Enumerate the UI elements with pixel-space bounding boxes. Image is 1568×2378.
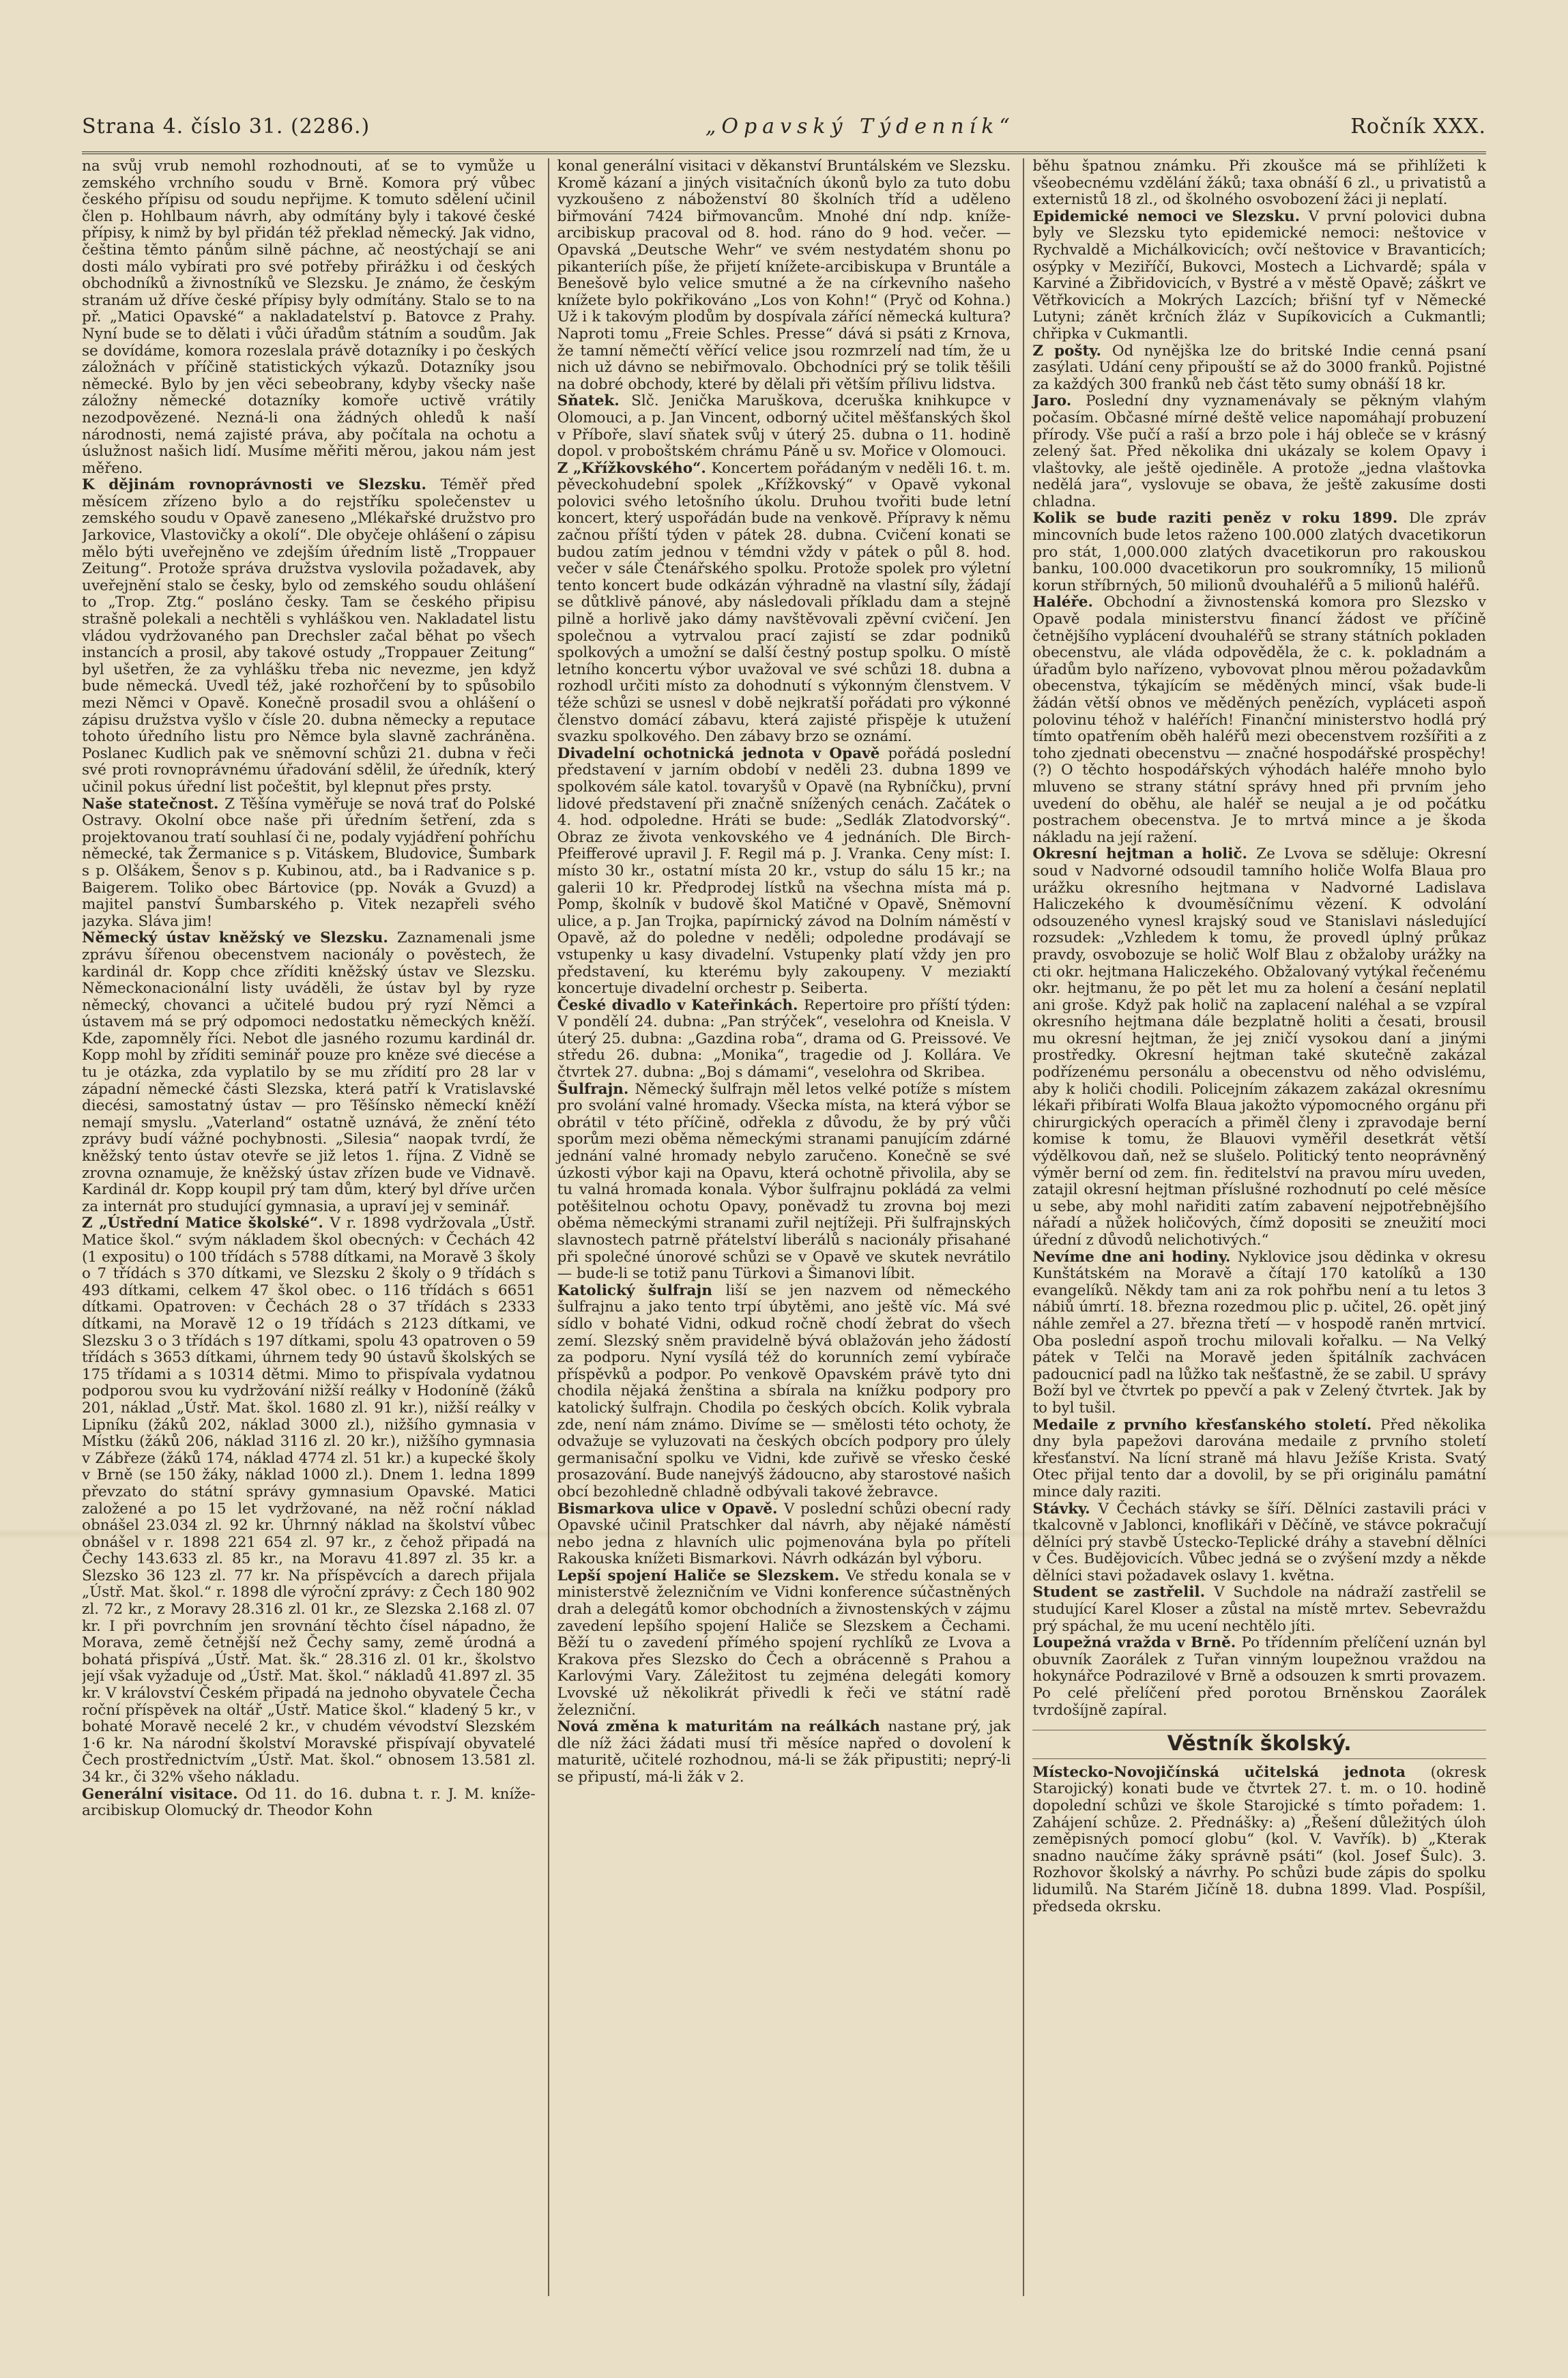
article-text: Ze Lvova se sděluje: Okresní soud v Nadvorné odsoudil tamního holiče Wolfa Blaua pro urážku okresního hejtmana v Nadvorné Ladislava Haliczekého k dvouměsíčnímu vězení. K odvolání odsouzeného vynesl krajský soud ve Stanislavi následující rozsudek: „Vzhledem k tomu, že provedl úplný průkaz pravdy, osvobozuje se holič Wolf Blau z obžaloby urážky na cti okr. hejtmana Haliczekého. Obžalovaný vytýkal řečenému okr. hejtmanu, že po pět let mu za holení a česání neplatil ani groše. Když pak holič na zaplacení naléhal a se vzpíral okresního hejtmana dále bezplatně holiti a česati, brousil mu okresní hejtman, že jej zničí vysokou daní a jinými prostředky. Okresní hejtman také skutečně zakázal podřízenému personálu a obecenstvu od něho odvislému, aby k holiči chodili. Policejním zákazem zakázal okresnímu lékaři přibírati Wolfa Blaua jakožto výpomocného orgánu při chirurgických operacích a přiměl členy i zpravodaje berní komise k tomu, že Blauovi vyměřil desetkrát větší výdělkovou daň, než se slušelo. Politický tento neoprávněný výměr berní od zem. fin. ředitelství na pravou míru uveden, zatajil okresní hejtman příslušné rozhodnutí po celé měsíce u sebe, aby mohl nařiditi zatím zabavení nejpotřebnějšího nářadí a nůžek holičových, čímž dopositi se zneužití moci úřední z důvodů nelichotivých.“ <box>1032 845 1487 1249</box>
article-text: Poslední dny vyznamenávaly se pěkným vlahým počasím. Občasné mírné deště velice napomáhají probuzení přírody. Vše pučí a raší a brzo pole i háj obleče se v krásný zelený šat. Před několika dni ukázaly se kolem Opavy i vlaštovky, ale ještě ojediněle. A protože „jedna vlaštovka nedělá jara“, vyslovuje se obava, že ještě zakusíme dosti chladna. <box>1032 392 1487 510</box>
page-header <box>82 102 1486 150</box>
article-heading: Loupežná vražda v Brně. <box>1032 1634 1242 1652</box>
article-heading: Nevíme dne ani hodiny. <box>1032 1248 1238 1266</box>
page-number-issue: Strana 4. číslo 31. (2286.) <box>82 114 371 139</box>
article <box>1032 1765 1486 1915</box>
article-text: běhu špatnou známku. Při zkoušce má se přihlížeti k všeobecnému vzdělání žáků; taxa obnáší 6 zl., u privatistů a externistů 18 zl., od školného osvobození žáci ji neplatí. <box>1032 158 1487 209</box>
article-text: Slč. Jenička Maruškova, dceruška knihkupce v Olomouci, a p. Jan Vincent, odborný učitel měšťanských škol v Příboře, slaví sňatek svůj v úterý 25. dubna o 11. hodině dopol. v proboštském chrámu Páně u sv. Mořice v Olomouci. <box>557 392 1011 461</box>
article-heading: Haléře. <box>1032 594 1104 611</box>
article-heading: Divadelní ochotnická jednota v Opavě <box>557 744 888 762</box>
article-text: V poslední schůzi obecní rady Opavské učinil Pratschker dal návrh, aby nějaké náměstí nebo jedna z hlavních ulic pojmenována byla po příteli Rakouska knížeti Bismarkovi. Návrh odkázán byl výboru. <box>557 1500 1011 1568</box>
header-rule <box>82 151 1486 154</box>
article-heading: Místecko-Novojičínská učitelská jednota <box>1032 1763 1431 1781</box>
article-heading: Nová změna k maturitám na reálkách <box>557 1718 888 1736</box>
article <box>1032 158 1486 209</box>
article-text: Ve středu konala se v ministerstvě železničním ve Vidni konference súčastněných drah a delegátů komor obchodních a živnostenských v zájmu zavedení lepšího spojení Haliče se Slezskem a Čechami. Běží tu o zavedení přímého spojení rychlíků ze Lvova a Krakova přes Slezsko do Čech a obrácenně s Prahou a Karlovými Vary. Záležitost tu zejména delegáti komory Lvovské už několikrát přivedli k řeči ve státní radě železniční. <box>557 1567 1011 1719</box>
article-heading: České divadlo v Kateřinkách. <box>557 996 804 1014</box>
column-3 <box>1023 158 1486 2296</box>
article-heading: Bismarkova ulice v Opavě. <box>557 1500 784 1518</box>
article <box>82 158 536 477</box>
article-heading: Kolik se bude raziti peněz v roku 1899. <box>1032 510 1409 527</box>
article <box>1032 846 1486 1249</box>
article-heading: Z pošty. <box>1032 342 1112 360</box>
article-heading: Jaro. <box>1032 392 1086 410</box>
article-text: Po třídenním přelíčení uznán byl obuvník Zaorálek z Tuřan vinným loupežnou vraždou na hokynářce Podrazilové v Brně a odsouzen k smrti provazem. Po celé přelíčení před porotou Brněnskou Zaorálek tvrdošíjně zapíral. <box>1032 1634 1487 1719</box>
article-text: Koncertem pořádaným v neděli 16. t. m. pěveckohudební spolek „Křížkovský“ v Opavě vykonal polovici svého letošního úkolu. Druhou tvořiti bude letní koncert, který uspořádán bude na venkově. Přípravy k němu začnou příští týden v pátek 28. dubna. Cvičení konati se budou zatím jednou v témdni vždy v pátek o půl 8. hod. večer v sále Čtenářského spolku. Protože spolek pro výletní tento koncert bude odkázán výhradně na vlastní síly, žádají se důtklivě pánové, aby následovali příkladu dam a stejně pilně a horlivě jako dámy navštěvovali zpěvní cvičení. Jen společnou a vytrvalou prací zajistí se zdar podniků spolkových a umožní se další čestný postup spolku. O místě letního koncertu výbor uvažoval ve své schůzi 18. dubna a rozhodl určiti místo za dohodnutí s výkonným členstvem. V téže schůzi se usnesl v době nejkratší pořádati pro výkonné členstvo domácí zábavu, která zajisté přispěje k utužení svazku spolkového. Den zábavy brzo se oznámí. <box>557 459 1011 746</box>
article-text: Před několika dny byla papežovi darována medaile z prvního století křesťanství. Na lícní straně má hlavu Ježíše Krista. Svatý Otec přijal tento dar a dovolil, by se při originálu památní mince daly raziti. <box>1032 1416 1487 1500</box>
article-heading: Generální visitace. <box>82 1785 246 1803</box>
article-text: V první polovici dubna byly ve Slezsku tyto epidemické nemoci: neštovice v Rychvaldě a Michálkovicích; ovčí neštovice v Bravanticích; osýpky v Meziříčí, Bukovci, Mostech a Lichvardě; spála v Karviné a Žibřidovicích, v Bystré a v městě Opavě; záškrt ve Větřkovicích a Mokrých Lazcích; břišní tyf v Německé Lutyni; zánět krčních žláz v Supíkovicích a Cukmantli; chřipka v Cukmantli. <box>1032 207 1487 343</box>
article <box>557 1082 1011 1283</box>
article <box>557 393 1011 460</box>
column-1 <box>82 158 536 2296</box>
article-text: konal generální visitaci v děkanství Bruntálském ve Slezsku. Kromě kázaní a jiných visitačních úkonů bylo za tuto dobu vyzkoušeno z náboženství 80 školních tříd a uděleno biřmování 7424 biřmovancům. Mnohé dní ndp. kníže-arcibiskup pracoval od 8. hod. ráno do 9 hod. večer. — Opavská „Deutsche Wehr“ ve svém nestydatém shonu po pikanteriích píše, že přijetí knížete-arcibiskupa v Bruntále a Benešově bylo velice smutné a že na církevního našeho knížete bylo pokřikováno „Los von Kohn!“ (Pryč od Kohna.) Už i k takovým plodům by dospívala zářící německá kultura? Naproti tomu „Freie Schles. Presse“ dává si psáti z Krnova, že tamní němečtí věřící velice jsou rozmrzelí nad tím, že u nich už dávno se nebiřmovalo. Obchodníci prý se tolik těšili na dobré obchody, které by dělali při větším přílivu lidstva. <box>557 158 1011 393</box>
article <box>557 1568 1011 1719</box>
article <box>557 1719 1011 1786</box>
article <box>557 461 1011 746</box>
school-bulletin-title: Věstník školský. <box>1032 1730 1486 1759</box>
article <box>1032 594 1486 846</box>
article-heading: Medaile z prvního křesťanského století. <box>1032 1416 1380 1434</box>
article-text: Od 11. do 16. dubna t. r. J. M. kníže-arcibiskup Olomucký dr. Theodor Kohn <box>82 1785 536 1820</box>
article <box>557 1501 1011 1568</box>
article-text: pořádá poslední představení v jarním období v neděli 23. dubna 1899 ve spolkovém sále katol. tovaryšů v Opavě (na Rybníčku), první lidové představení při značně snížených cenách. Začátek o 4. hod. odpoledne. Hráti se bude: „Sedlák Zlatodvorský“. Obraz ze života venkovského ve 4 jednáních. Dle Birch-Pfeifferové upravil J. F. Regil má p. J. Vranka. Ceny míst: I. místo 30 kr., ostatní místa 20 kr., vstup do sálu 15 kr.; na galerii 10 kr. Předprodej lístků na všechna místa má p. Pomp, školník v budově škol Matičné v Opavě, Sněmovní ulice, a p. Jan Trojka, papírnický závod na Dolním náměstí v Opavě, až do poledne v neděli; odpoledne prodávají se vstupenky u kasy divadelní. Vstupenky platí vždy jen pro představení, ku kterému byly zakoupeny. V meziaktí koncertuje divadelní orchestr p. Seiberta. <box>557 744 1011 998</box>
article-heading: Stávky. <box>1032 1500 1099 1518</box>
article-heading: Sňatek. <box>557 392 632 410</box>
article-heading: Epidemické nemoci ve Slezsku. <box>1032 207 1309 225</box>
article <box>1032 343 1486 394</box>
article <box>82 1215 536 1786</box>
article <box>1032 1635 1486 1719</box>
article-heading: Katolický šulfrajn <box>557 1281 726 1299</box>
article-heading: Z „Ústřední Matice školské“. <box>82 1215 330 1232</box>
column-2 <box>548 158 1011 2296</box>
article <box>82 1786 536 1820</box>
article <box>557 158 1011 393</box>
article-heading: Student se zastřelil. <box>1032 1584 1215 1601</box>
article-heading: Z „Křížkovského“. <box>557 459 712 477</box>
newspaper-title: „Opavský Týdenník“ <box>705 114 1015 139</box>
article <box>1032 1249 1486 1417</box>
article-text: V Suchdole na nádraží zastřelil se studující Karel Kloser a zůstal na místě mrtev. Sebevraždu prý spáchal, že mu ucení nechtělo jíti. <box>1032 1584 1487 1635</box>
article <box>1032 209 1486 343</box>
article <box>82 477 536 796</box>
article <box>1032 510 1486 594</box>
article <box>557 746 1011 998</box>
article-text: V Čechách stávky se šíří. Dělníci zastavili práci v tkalcovně v Jablonci, knoflikáři v Děčíně, ve stávce pokračují dělníci prý stavbě Ústecko-Teplické dráhy a stavební dělníci v Čes. Budějovicích. Vůbec jedná se o zvýšení mzdy a někde dělníci stavi požadavek oslavy 1. května. <box>1032 1500 1487 1584</box>
article-text: Obchodní a živnostenská komora pro Slezsko v Opavě podala ministerstvu financí žádost ve příčině četnějšího vyplácení dvouhaléřů se strany státních pokladen obecenstvu, ale vláda odpověděla, že c. k. pokladnám a úřadům bylo nařízeno, vybovovat plnou měrou požadavkům obecenstva, týkajícím se měděných mincí, však bude-li žádán větší obnos ve měděných penězích, vypláceti aspoň polovinu téhož v haléřích! Finanční ministerstvo hodlá prý tímto opatřením oběh haléřů mezi obecenstvem rozšířiti a z toho zjednati obecenstvu — značné hospodářské prospěchy! (?) O těchto hospodářských výhodách haléře mnoho bylo mluveno se strany státní správy hned při prvním jeho uvedení do oběhu, ale haléř se neujal a je od počátku postrachem obecenstva. Je to mrtvá mince a je škoda nákladu na její ražení. <box>1032 594 1487 846</box>
article-heading: Lepší spojení Haliče se Slezskem. <box>557 1567 847 1584</box>
article-text: V r. 1898 vydržovala „Ústř. Matice škol.“ svým nákladem škol obecných: v Čechách 42 (1 expositu) o 100 třídách s 5788 dítkami, na Moravě 3 školy o 7 třídách s 370 dítkami, ve Slezsku 2 školy o 9 třídách s 493 dítkami, celkem 47 škol obec. o 116 třídách s 6651 dítkami. Opatroven: v Čechách 28 o 37 třídách s 2333 dítkami, na Moravě 12 o 19 třídách s 2123 dítkami, ve Slezsku 3 o 3 třídách s 197 dítkami, spolu 43 opatroven o 59 třídách s 3653 dítkami, úhrnem tedy 90 ústavů školských se 175 třídami a s 10314 dětmi. Mimo to přispívala vydatnou podporou svou ku vydržování nižší reálky v Hodoníně (žáků 201, náklad „Ústř. Mat. škol. 1680 zl. 91 kr.), nižší reálky v Lipníku (žáků 202, náklad 3000 zl.), nižšího gymnasia v Místku (žáků 206, náklad 3116 zl. 20 kr.), nižšího gymnasia v Zábřeze (žáků 174, náklad 4774 zl. 51 kr.) a kupecké školy v Brně (se 150 žáky, náklad 1000 zl.). Dnem 1. ledna 1899 převzato do státní správy gymnasium Opavské. Matici založené a po 15 let vydržované, na něž roční náklad obnášel 23.034 zl. 92 kr. Úhrnný náklad na školství vůbec obnášel v r. 1898 221 654 zl. 97 kr., z čehož připadá na Čechy 143.633 zl. 85 kr., na Moravu 41.897 zl. 35 kr. a Slezsko 36 123 zl. 77 kr. Na příspěvcích a darech přijala „Ústř. Mat. škol.“ r. 1898 dle výroční zprávy: z Čech 180 902 zl. 72 kr., z Moravy 28.316 zl. 01 kr., ze Slezska 2.168 zl. 07 kr. I při povrchním jen srovnání těchto čísel nápadno, že Morava, země četnější než Čechy samy, země úrodná a bohatá přispívá „Ústř. Mat. šk.“ 28.316 zl. 01 kr., školstvo její však vyžaduje od „Ústř. Mat. škol.“ nákladů 41.897 zl. 35 kr. V království Českém připadá na jednoho obyvatele Čecha roční příspěvek na oltář „Ústř. Matice škol.“ kladený 5 kr., v bohaté Moravě necelé 2 kr., v chudém vévodství Slezském 1·6 kr. Na národní školství Moravské přispívají obyvatelé Čech prostřednictvím „Ústř. Mat. škol.“ obnosem 13.581 zl. 34 kr., či 32% všeho nákladu. <box>82 1215 536 1786</box>
volume-label: Ročník XXX. <box>1350 114 1486 139</box>
article-heading: Šulfrajn. <box>557 1080 635 1098</box>
article-text: Z Těšína vyměřuje se nová trať do Polské Ostravy. Okolní obce naše při úředním šetření, zda s projektovanou tratí souhlasí či ne, podaly vyjádření pohříchu německé, tak Žermanice s p. Vitáskem, Bludovice, Šumbark s p. Olšákem, Šenov s p. Kubinou, atd., ba i Radvanice s p. Baigerem. Toliko obec Bártovice (pp. Novák a Gvuzd) a majitel panství Šumbarského p. Vitek nezapřeli svého jazyka. Sláva jim! <box>82 795 536 930</box>
article-text: Téměř před měsícem zřízeno bylo a do rejstříku společenstev u zemského soudu v Opavě zaneseno „Mlékařské družstvo pro Jarkovice, Vlastovičky a okolí“. Dle obyčeje ohlášení o zápisu mělo býti uveřejněno ve zdejším úředním listě „Troppauer Zeitung“. Protože správa družstva vyslovila požadavek, aby uveřejnění stalo se česky, bylo od zemského soudu ohlášení to „Trop. Ztg.“ posláno česky. Tam se českého připisu strašně polekali a nechtěli s vyhláškou ven. Nakladatel listu vládou vydržovaného pan Drechsler začal běhat po všech instancích a prosil, aby takové ostudy „Troppauer Zeitung“ byl ušetřen, že za vyhlášku třeba nic nevezme, jen když bude německá. Uvedl též, jaké rozhořčení by to spůsobilo mezi Němci v Opavě. Konečně prosadil svou a ohlášení o zápisu družstva vyšlo v čísle 20. dubna německy a reputace tohoto úředního listu pro Němce byla slavně zachráněna. Poslanec Kudlich pak ve sněmovní schůzi 21. dubna v řeči své proti rovnoprávnému úřadování sdělil, že úředník, který učinil pokus úřední list počeštit, byl klepnut přes prsty. <box>82 476 536 796</box>
article-text: Dle zpráv mincovních bude letos raženo 100.000 zlatých dvacetikorun pro stát, 1,000.000 zlatých dvacetikorun pro rakouskou banku, 100.000 dvacetikorun pro soukromníky, 15 milionů korun stříbrných, 50 milionů dvouhaléřů a 5 milionů haléřů. <box>1032 510 1487 594</box>
article-text: na svůj vrub nemohl rozhodnouti, ať se to vymůže u zemského vrchního soudu v Brně. Komora prý vůbec českého přípisu od soudu nepřijme. K tomuto sdělení učinil člen p. Hohlbaum návrh, aby odmítány byly i takové české přípisy, k nimž by byl přidán též překlad německý. Jak vidno, čeština těmto pánům silně páchne, ač neostýchají se ani dosti málo vybírati pro své potřeby přirážku i od českých obchodníků a živnostníků ve Slezsku. Je známo, že českým stranám už dříve české přípisy byly odmítány. Stalo se to na př. „Matici Opavské“ a nakladatelství p. Batovce z Prahy. Nyní bude se to dělati i vůči úřadům státním a soudům. Jak se dovídáme, komora rozeslala právě dotazníky i po českých záložnách v příčině statistických výkazů. Dotazníky jsou německé. Bylo by jen věci sebeobrany, kdyby všecky naše záložny německé dotazníky komoře uctivě vrátily nezodpovězené. Nezná-li ona žádných ohledů k naší národnosti, nemá zajisté práva, aby počítala na ochotu a úslužnost našich lidí. Musíme měřiti měrou, jakou nám jest měřeno. <box>82 158 536 477</box>
article-text: liší se jen nazvem od německého šulfrajnu a jako tento trpí úbytěmi, ano ještě víc. Má své sídlo v bohaté Vidni, odkud ročně chodí žebrat do všech zemí. Slezský sněm pravidelně bývá oblažován jeho žádostí za podporu. Nyní vysílá též do korunních zemí vybírače příspěvků a podpor. Po venkově Opavském právě tyto dni chodila nějaká ženština a sbírala na knížku podpory pro katolický šulfrajn. Chodila po českých obcích. Kolik vybrala zde, není nám známo. Divíme se — smělosti této ochoty, že odvažuje se vyluzovati na českých obcích podpory pro úlely germanisační spolku ve Vidni, kde zuřivě se vřesko české prosazování. Bude nanejvýš žádoucno, aby starostové našich obcí bezohledně chladně odbývali takové žebravce. <box>557 1281 1011 1500</box>
article-text: Zaznamenali jsme zprávu šířenou obecenstvem nacionály o pověstech, že kardinál dr. Kopp chce zříditi kněžský ústav ve Slezsku. Německonacionální listy uváděli, že ústav byl by ryze německý, chovanci a učitelé budou prý ryzí Němci a ústavem má se prý odpomoci nedostatku německých kněží. Kde, zapomněly říci. Nebot dle jasného rozumu kardinál dr. Kopp mohl by zříditi seminář pouze pro kněze své diecése a tu je otázka, zda vyplatilo by se mu zřídití pro 28 lar v západní německé části Slezska, která patří k Vratislavské diecési, samostatný ústav — pro Těšínsko německí kněží nemají smyslu. „Vaterland“ ostatně uznává, že znění této zprávy budí vážné pochybnosti. „Silesia“ naopak tvrdí, že kněžský tento ústav otevře se již letos 1. října. Z Vidně se zrovna oznamuje, že kněžský ústav zřízen bude ve Vidnavě. Kardinál dr. Kopp koupil prý tam dům, který byl dříve určen za internát pro studující gymnasia, a upraví jej v seminář. <box>82 929 536 1215</box>
article-text: Německý šulfrajn měl letos velké potíže s místem pro svolání valné hromady. Všecka místa, na která výbor se obrátil v této příčině, odřekla z důvodu, že by prý vůči sporům mezi oběma německými stranami panujícím zdárné jednání valné hromady nebylo zaručeno. Konečně se své úzkosti výbor kaji na Opavu, která ochotně přivolila, aby se tu valná hromada konala. Výbor šulfrajnu pokládá za velmi potěšitelnou ochotu Opavy, poněvadž tu zrovna boj mezi oběma německými stranami zuřil nejtížeji. Při šulfrajnských slavnostech patrně přátelství liberálů s nacionály přisahané při společné únorové schůzi se v Opavě ve skutek nevrátilo — bude-li se totiž panu Türkovi a Šimanovi líbit. <box>557 1080 1011 1283</box>
article-heading: K dějinám rovnoprávnosti ve Slezsku. <box>82 476 441 494</box>
article <box>1032 1584 1486 1635</box>
article <box>557 1283 1011 1501</box>
article <box>82 930 536 1215</box>
article-heading: Německý ústav kněžský ve Slezsku. <box>82 929 398 947</box>
article <box>82 796 536 931</box>
article-text: (okresk Starojický) konati bude ve čtvrtek 27. t. m. o 10. hodině dopolední schůzi ve škole Starojické s tímto pořadem: 1. Zahájení schůze. 2. Přednášky: a) „Řešení důležitých úloh zeměpisných pomocí globu“ (kol. V. Vavřík). b) „Kterak snadno naučíme žáky správně psáti“ (kol. Josef Šulc). 3. Rozhovor školský a návrhy. Po schůzi bude zápis do spolku lidumilů. Na Starém Jičíně 18. dubna 1899. Vlad. Pospíšil, předseda okrsku. <box>1032 1763 1487 1915</box>
article <box>1032 393 1486 510</box>
article <box>1032 1501 1486 1585</box>
article <box>1032 1417 1486 1501</box>
article-text: nastane prý, jak dle níž žáci žádati musí tři měsíce napřed o dovolení k maturitě, učitelé rozhodnou, má-li se žák připustiti; neprý-li se připustí, má-li žák v 2. <box>557 1718 1011 1786</box>
article-text: Od nynějška lze do britské Indie cenná psaní zasýlati. Udání ceny připouští se až do 3000 franků. Pojistné za každých 300 franků neb část těto sumy obnáší 18 kr. <box>1032 342 1487 393</box>
article <box>557 998 1011 1082</box>
article-heading: Naše statečnost. <box>82 795 225 813</box>
article-text: Repertoire pro příští týden: V pondělí 24. dubna: „Pan strýček“, veselohra od Kneisla. V úterý 25. dubna: „Gazdina roba“, drama od G. Preissové. Ve středu 26. dubna: „Monika“, tragedie od J. Kollára. Ve čtvrtek 27. dubna: „Boj s dámami“, veselohra od Skribea. <box>557 996 1011 1082</box>
article-heading: Okresní hejtman a holič. <box>1032 845 1257 863</box>
article-columns <box>82 158 1486 2296</box>
article-text: Nyklovice jsou dědinka v okresu Kunštátském na Moravě a čítají 170 katolíků a 130 evangelíků. Někdy tam ani za rok pohřbu není a tu letos 3 nábiů úmrtí. 18. března rozedmou plic p. učitel, 26. opět jiný náhle zemřel a 27. března třetí — v hospodě raněn mrtvicí. Oba poslední aspoň trochu milovali kořalku. — Na Velký pátek v Telči na Moravě jeden špitálník zachvácen padoucnicí padl na lůžko tak nešťastně, že se zabil. U správy Boží byl ve čtvrtek po ppevčí a pak v Zelený čtvrtek. Jak by to byl tušil. <box>1032 1248 1487 1417</box>
